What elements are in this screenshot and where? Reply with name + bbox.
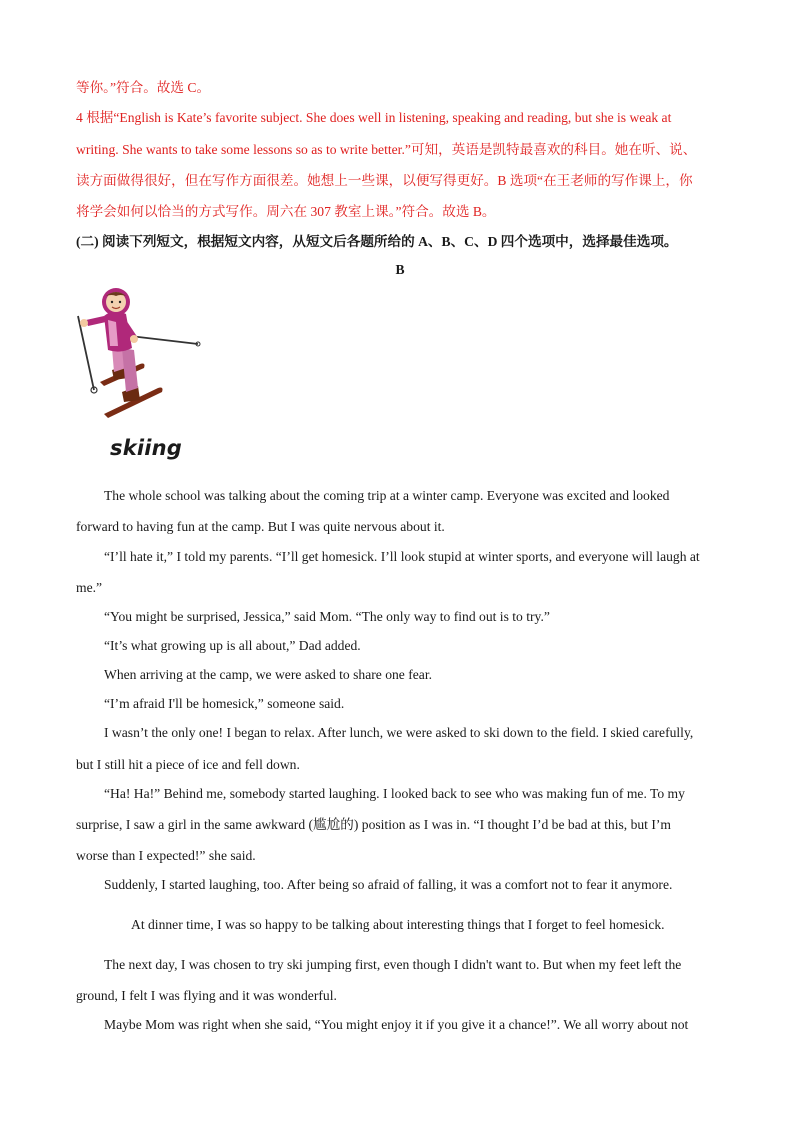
passage-line: The whole school was talking about the coming trip at a winter camp. Everyone was excited and looked <box>104 488 670 503</box>
passage-line: worse than I expected!” she said. <box>76 848 256 863</box>
passage-line: but I still hit a piece of ice and fell down. <box>76 757 300 772</box>
answer-line-3: writing. She wants to take some lessons so as to write better.”可知，英语是凯特最喜欢的科目。她在听、说、 <box>76 142 697 157</box>
passage-line: “It’s what growing up is all about,” Dad added. <box>104 638 361 653</box>
answer-line-4: 读方面做得很好，但在写作方面很差。她想上一些课，以便写得更好。B 选项“在王老师的写作课上，你 <box>76 173 693 188</box>
figure-caption: skiing <box>110 436 183 460</box>
passage-line: Maybe Mom was right when she said, “You might enjoy it if you give it a chance!”. We all worry about not <box>104 1017 689 1032</box>
passage-line: At dinner time, I was so happy to be talking about interesting things that I forget to feel homesick. <box>131 917 665 932</box>
answer-line-2: 4 根据“English is Kate’s favorite subject. She does well in listening, speaking and reading, but she is weak at <box>76 110 672 125</box>
passage-line: I wasn’t the only one! I began to relax. After lunch, we were asked to ski down to the field. I skied carefully, <box>104 725 694 740</box>
passage-line: me.” <box>76 580 103 595</box>
passage-line: “You might be surprised, Jessica,” said Mom. “The only way to find out is to try.” <box>104 609 550 624</box>
passage-line: “Ha! Ha!” Behind me, somebody started laughing. I looked back to see who was making fun of me. To my <box>104 786 685 801</box>
section-instruction: (二) 阅读下列短文，根据短文内容，从短文后各题所给的 A、B、C、D 四个选项中，选择最佳选项。 <box>76 234 678 249</box>
passage-line: “I’ll hate it,” I told my parents. “I’ll get homesick. I’ll look stupid at winter sports, and everyone will laugh at <box>104 549 700 564</box>
answer-line-1: 等你。”符合。故选 C。 <box>76 80 211 95</box>
passage-line: “I’m afraid I'll be homesick,” someone said. <box>104 696 345 711</box>
answer-line-5: 将学会如何以恰当的方式写作。周六在 307 教室上课。”符合。故选 B。 <box>76 204 496 219</box>
passage-line: When arriving at the camp, we were asked to share one fear. <box>104 667 432 682</box>
passage-line: forward to having fun at the camp. But I was quite nervous about it. <box>76 519 445 534</box>
passage-line: The next day, I was chosen to try ski jumping first, even though I didn't want to. But when my feet left the <box>104 957 682 972</box>
skier-illustration-icon <box>74 286 202 424</box>
passage-line: surprise, I saw a girl in the same awkward (尴尬的) position as I was in. “I thought I’d be bad at this, but I’m <box>76 817 671 832</box>
passage-line: ground, I felt I was flying and it was wonderful. <box>76 988 337 1003</box>
passage-line: Suddenly, I started laughing, too. After being so afraid of falling, it was a comfort not to fear it anymore. <box>104 877 673 892</box>
passage-label: B <box>395 262 405 277</box>
